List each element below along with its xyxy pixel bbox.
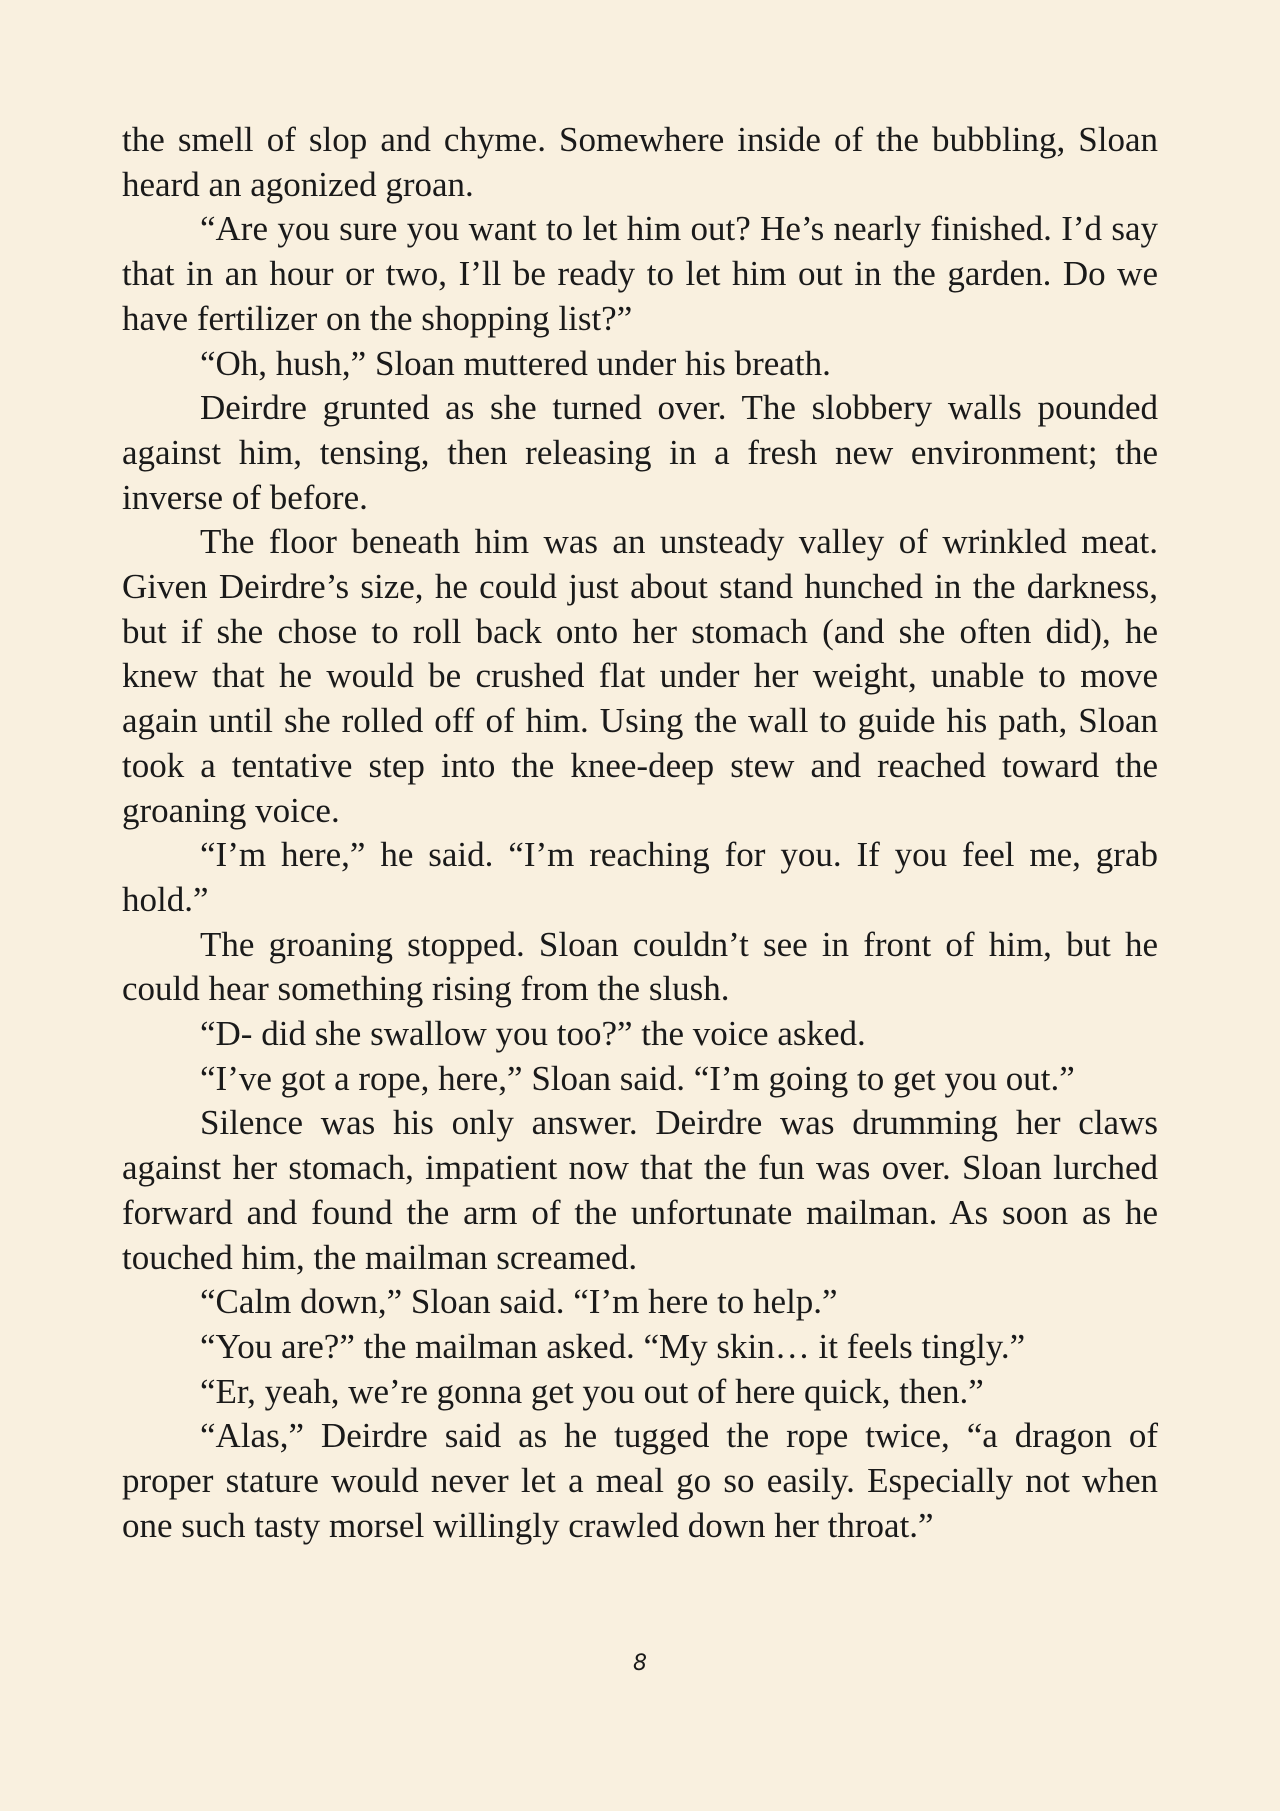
paragraph: “Er, yeah, we’re gonna get you out of here quick, then.”	[200, 1371, 984, 1411]
paragraph: The floor beneath him was an unsteady valley of wrinkled meat. Given Deirdre’s size, he could just about stand hunched in the darkness, but if she chose to roll back onto her stomach (and she often did), he knew that he would be crushed flat under her weight, unable to move again until she rolled off of him. Using the wall to guide his path, Sloan took a tentative step into the knee-deep stew and reached toward the groaning voice.	[122, 522, 1158, 830]
page-number: 8	[633, 1651, 647, 1676]
paragraph: “I’m here,” he said. “I’m reaching for you. If you feel me, grab hold.”	[122, 835, 1158, 919]
paragraph: The groaning stopped. Sloan couldn’t see in front of him, but he could hear something rising from the slush.	[122, 924, 1158, 1009]
paragraph: “Oh, hush,” Sloan muttered under his breath.	[200, 343, 831, 383]
paragraph: the smell of slop and chyme. Somewhere inside of the bubbling, Sloan heard an agonized groan.	[122, 120, 1158, 204]
paragraph: “D- did she swallow you too?” the voice asked.	[200, 1014, 866, 1054]
paragraph: “Calm down,” Sloan said. “I’m here to help.”	[200, 1282, 838, 1322]
paragraph: “You are?” the mailman asked. “My skin… it feels tingly.”	[200, 1326, 1026, 1366]
paragraph: “Alas,” Deirdre said as he tugged the rope twice, “a dragon of proper stature would never let a meal go so easily. Especially not when one such tasty morsel willingly crawled down her throat.”	[122, 1416, 1158, 1545]
paragraph: “Are you sure you want to let him out? He’s nearly finished. I’d say that in an hour or two, I’ll be ready to let him out in the garden. Do we have fertilizer on the shopping list?”	[122, 209, 1158, 338]
paragraph: Deirdre grunted as she turned over. The slobbery walls pounded against him, tensing, then releasing in a fresh new environment; the inverse of before.	[122, 388, 1158, 517]
body-text	[122, 118, 1158, 1549]
paragraph: Silence was his only answer. Deirdre was drumming her claws against her stomach, impatient now that the fun was over. Sloan lurched forward and found the arm of the unfortunate mailman. As soon as he touched him, the mailman screamed.	[122, 1103, 1158, 1277]
paragraph: “I’ve got a rope, here,” Sloan said. “I’m going to get you out.”	[200, 1058, 1075, 1098]
